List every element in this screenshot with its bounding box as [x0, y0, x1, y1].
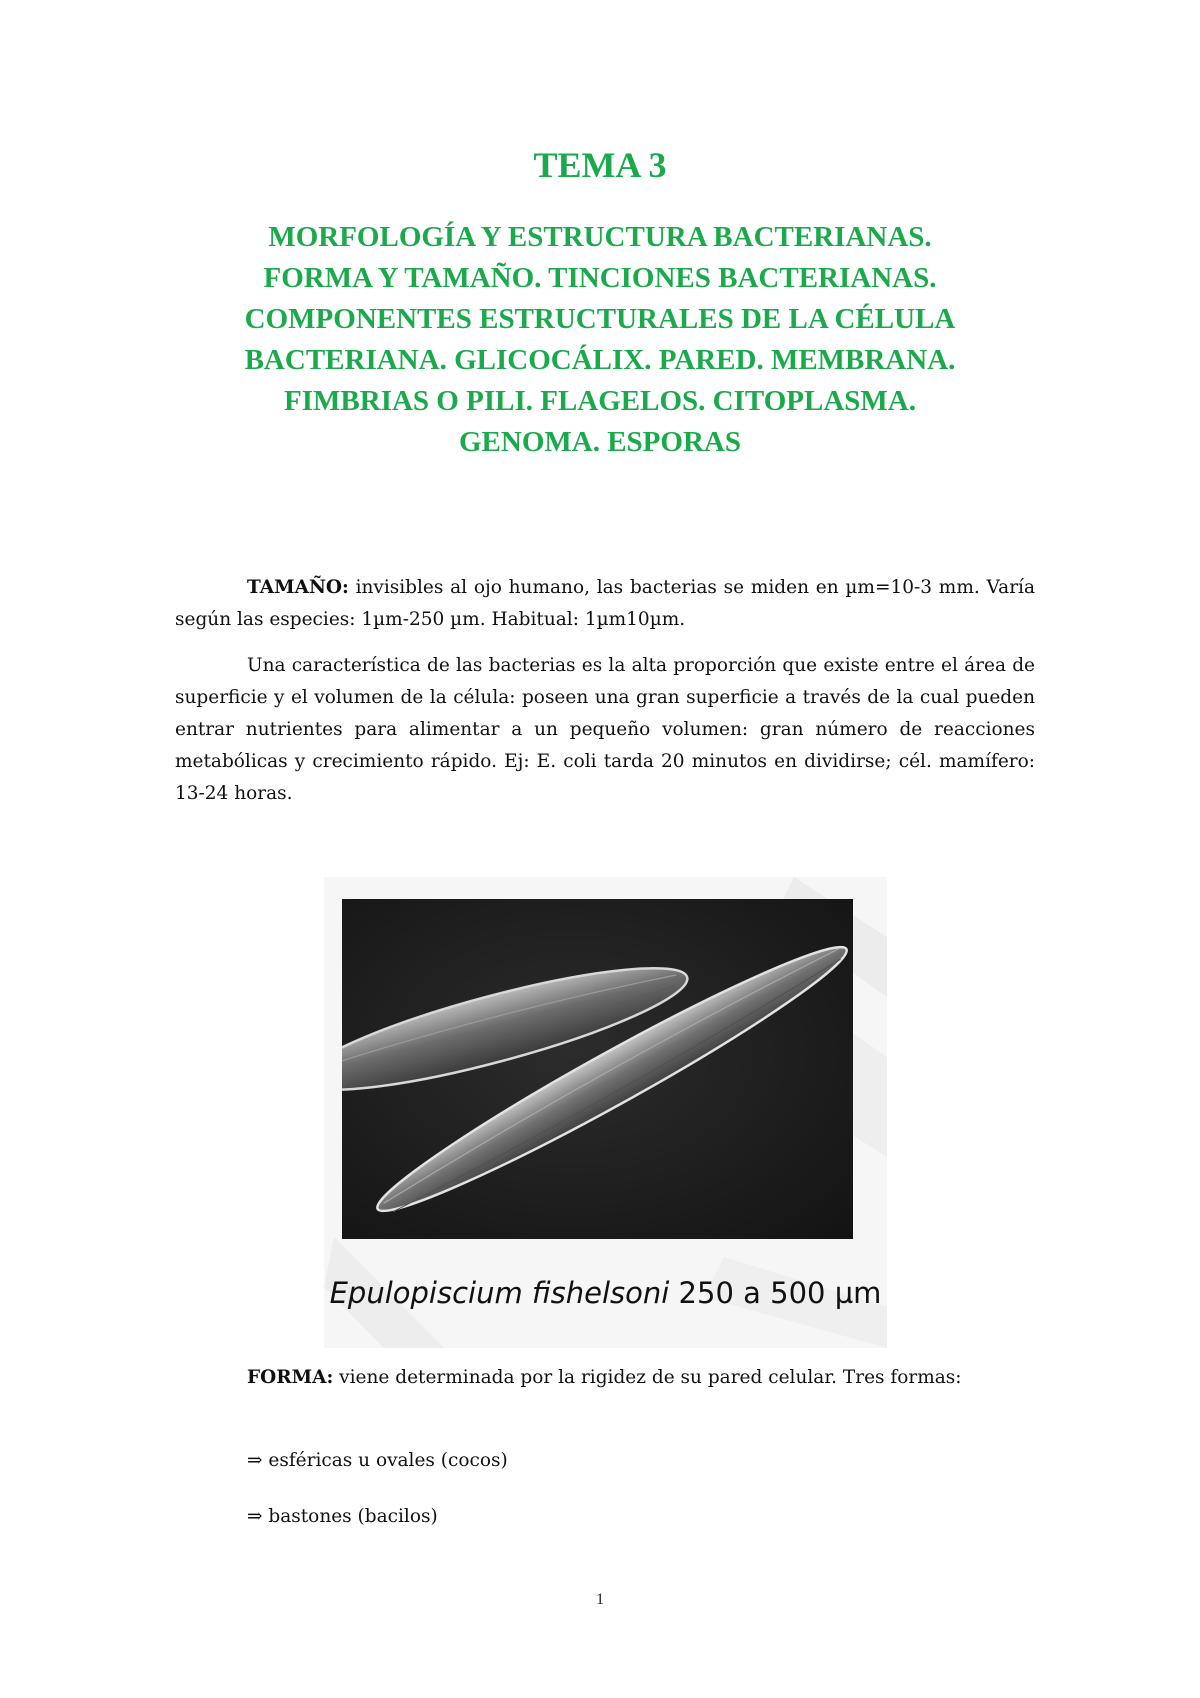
- bacteria-figure: [324, 877, 887, 1348]
- subtitle-line: FIMBRIAS O PILI. FLAGELOS. CITOPLASMA.: [284, 385, 916, 417]
- subtitle-line: GENOMA. ESPORAS: [459, 426, 741, 458]
- page-title: TEMA 3: [533, 145, 667, 185]
- subtitle-line: COMPONENTES ESTRUCTURALES DE LA CÉLULA: [244, 303, 956, 335]
- list-item: ⇒ bastones (bacilos): [247, 1506, 438, 1527]
- subtitle-line: MORFOLOGÍA Y ESTRUCTURA BACTERIANAS.: [268, 221, 932, 253]
- shape-text: viene determinada por la rigidez de su pared celular. Tres formas:: [333, 1367, 962, 1388]
- species-name: Epulopiscium fishelsoni: [329, 1276, 670, 1310]
- list-item: ⇒ esféricas u ovales (cocos): [247, 1450, 508, 1471]
- ratio-paragraph: Una característica de las bacterias es la alta proporción que existe entre el área de superficie y el volumen de la célula: poseen una gran superficie a través de la cual pueden entrar nutrientes para alimentar a un pequeño volumen: gran número de reacciones metabólicas y crecimiento rápido. Ej: E. coli tarda 20 minutos en dividirse; cél. mamífero: 13-24 horas.: [175, 655, 1035, 804]
- page-number: 1: [596, 1591, 604, 1608]
- size-paragraph: [175, 572, 1035, 636]
- size-label: TAMAÑO:: [247, 577, 349, 598]
- size-range: 250 a 500 µm: [669, 1276, 882, 1310]
- figure-caption: [324, 1275, 887, 1311]
- size-text: invisibles al ojo humano, las bacterias se miden en µm=10-3 mm. Varía según las especies: 1µm-250 µm. Habitual: 1µm10µm.: [175, 577, 1035, 630]
- page-subtitle: [140, 217, 1060, 463]
- bacteria-micrograph: [342, 899, 853, 1239]
- shape-paragraph: [175, 1362, 1035, 1394]
- shape-label: FORMA:: [247, 1367, 334, 1388]
- subtitle-line: FORMA Y TAMAÑO. TINCIONES BACTERIANAS.: [263, 262, 937, 294]
- micrograph-image: [342, 899, 853, 1239]
- subtitle-line: BACTERIANA. GLICOCÁLIX. PARED. MEMBRANA.: [244, 344, 956, 376]
